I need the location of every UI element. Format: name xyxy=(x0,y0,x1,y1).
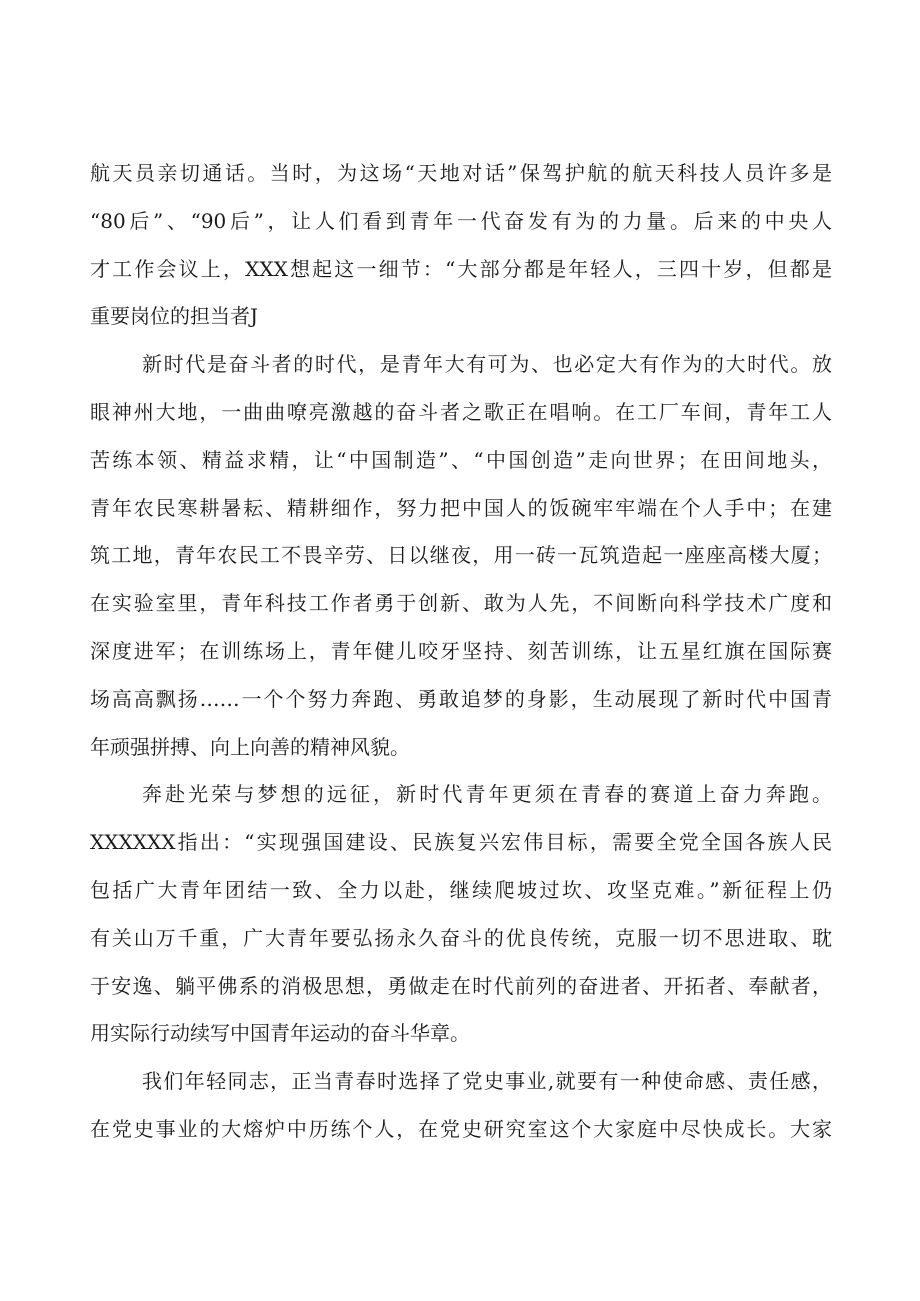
text-line: 奔赴光荣与梦想的远征，新时代青年更须在青春的赛道上奋力奔跑。 xyxy=(142,782,832,807)
paragraph xyxy=(90,341,832,771)
paragraph xyxy=(90,771,832,1058)
text-line: 深度进军；在训练场上，青年健儿咬牙坚持、刻苦训练，让五星红旗在国际赛 xyxy=(90,638,832,663)
text-line: 筑工地，青年农民工不畏辛劳、日以继夜，用一砖一瓦筑造起一座座高楼大厦； xyxy=(90,543,832,568)
text-line: “80后”、“90后”，让人们看到青年一代奋发有为的力量。后来的中央人 xyxy=(90,208,832,233)
text-line: 才工作会议上，XXX想起这一细节：“大部分都是年轻人，三四十岁，但都是 xyxy=(90,256,832,281)
text-line: 包括广大青年团结一致、全力以赴，继续爬坡过坎、攻坚克难。”新征程上仍 xyxy=(90,877,832,902)
text-line: 青年农民寒耕暑耘、精耕细作，努力把中国人的饭碗牢牢端在个人手中；在建 xyxy=(90,495,832,520)
text-line: 年顽强拼搏、向上向善的精神风貌。 xyxy=(90,734,410,759)
text-line: 眼神州大地，一曲曲嘹亮激越的奋斗者之歌正在唱响。在工厂车间，青年工人 xyxy=(90,399,832,424)
paragraph xyxy=(90,150,832,341)
text-line: 在实验室里，青年科技工作者勇于创新、敢为人先，不间断向科学技术广度和 xyxy=(90,591,832,616)
text-line: 用实际行动续写中国青年运动的奋斗华章。 xyxy=(90,1021,470,1046)
text-line: 在党史事业的大熔炉中历练个人，在党史研究室这个大家庭中尽快成长。大家 xyxy=(90,1116,832,1141)
text-line: XXXXXX指出：“实现强国建设、民族复兴宏伟目标，需要全党全国各族人民 xyxy=(90,830,832,855)
text-line: 重要岗位的担当者J xyxy=(90,304,259,329)
text-line: 有关山万千重，广大青年要弘扬永久奋斗的优良传统，克服一切不思进取、耽 xyxy=(90,925,832,950)
text-line: 场高高飘扬……一个个努力奔跑、勇敢追梦的身影，生动展现了新时代中国青 xyxy=(90,686,832,711)
paragraph xyxy=(90,1058,832,1154)
document-body xyxy=(90,150,832,1154)
text-line: 苦练本领、精益求精，让“中国制造”、“中国创造”走向世界；在田间地头， xyxy=(90,447,832,472)
text-line: 新时代是奋斗者的时代，是青年大有可为、也必定大有作为的大时代。放 xyxy=(142,352,832,377)
text-line: 我们年轻同志，正当青春时选择了党史事业,就要有一种使命感、责任感， xyxy=(142,1069,832,1094)
text-line: 航天员亲切通话。当时，为这场“天地对话”保驾护航的航天科技人员许多是 xyxy=(90,161,832,185)
text-line: 于安逸、躺平佛系的消极思想，勇做走在时代前列的奋进者、开拓者、奉献者， xyxy=(90,973,832,998)
